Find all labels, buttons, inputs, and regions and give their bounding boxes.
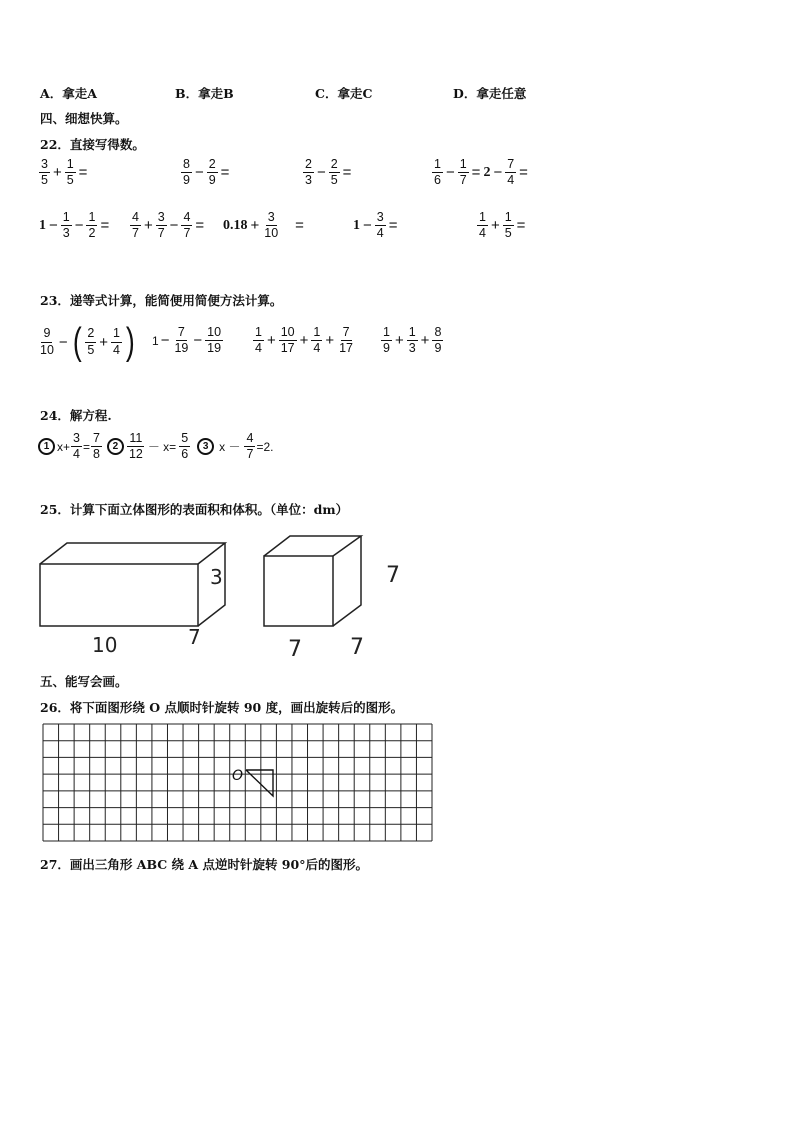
fraction [505,158,516,187]
fraction [503,211,514,240]
q25-title: 25．计算下面立体图形的表面积和体积。（单位：dm） [40,502,349,517]
cube-edge-label-bottom-left: 7 [288,637,302,662]
q22-expr-6 [129,211,206,240]
fraction [311,326,322,355]
denominator: 7 [157,226,165,241]
numerator: 5 [179,432,190,447]
numerator: 7 [341,326,352,341]
numerator: 4 [181,211,192,226]
operator: − [445,164,455,182]
fraction [244,432,255,461]
cuboid-width-label: 7 [188,625,201,649]
option-b: B．拿走B [175,86,234,101]
fraction [205,326,223,355]
cube-edge-label-right: 7 [386,563,400,588]
rotation-grid [40,722,436,846]
operator: − [363,217,372,235]
q23-title: 23．递等式计算，能简便用简便方法计算。 [40,293,283,308]
denominator: 9 [183,173,190,188]
denominator: 10 [264,226,279,241]
equals-sign: = [342,164,352,182]
denominator: 5 [330,173,338,188]
fraction [130,211,141,240]
operator: + [420,332,430,350]
denominator: 3 [408,341,416,356]
denominator: 19 [207,341,222,356]
number: 1 [39,217,46,233]
option-c: C．拿走C [315,86,373,101]
equation-text: x+ [57,439,71,454]
numerator: 3 [266,211,277,226]
operator: + [490,217,500,235]
fraction [86,211,97,240]
operator: − [169,217,179,235]
fraction [477,211,488,240]
fraction [375,211,386,240]
cube-edge-label-bottom-right: 7 [350,635,364,660]
numerator: 11 [127,432,144,447]
numerator: 1 [477,211,488,226]
fraction [85,327,96,356]
denominator: 19 [174,341,189,356]
q22-expr-4 [431,158,530,187]
numerator: 1 [311,326,322,341]
numerator: 10 [279,326,297,341]
numerator: 1 [503,211,514,226]
left-paren: ( [72,321,82,363]
operator: + [325,332,335,350]
fraction [329,158,340,187]
fraction [458,158,469,187]
equals-sign: = [100,217,110,235]
denominator: 10 [40,342,54,357]
numerator: 8 [432,326,443,341]
numerator: 7 [91,432,102,447]
equals-sign: = [516,217,526,235]
numerator: 1 [86,211,97,226]
number: 2 [483,164,491,180]
numerator: 3 [71,432,82,447]
q22-expr-9 [476,211,527,240]
denominator: 6 [181,447,189,462]
denominator: 9 [383,341,390,356]
fraction [432,158,443,187]
numerator: 10 [205,326,223,341]
option-a: A．拿走A [40,86,97,101]
equals-sign: = [471,164,481,182]
denominator: 4 [479,226,486,241]
option-d: D．拿走任意 [453,86,527,101]
denominator: 17 [280,341,295,356]
q22-title: 22．直接写得数。 [40,137,145,152]
denominator: 7 [246,447,254,462]
denominator: 9 [434,341,442,356]
fraction [38,327,56,356]
denominator: 3 [62,226,70,241]
circled-number: 3 [197,438,214,455]
q26-title: 26．将下面图形绕 O 点顺时针旋转 90 度，画出旋转后的图形。 [40,700,404,715]
fraction [337,326,355,355]
fraction [91,432,102,461]
cuboid-height-label: 3 [210,565,223,589]
denominator: 5 [87,342,95,357]
section-5-title: 五、能写会画。 [40,674,128,689]
q22-expr-8 [352,211,399,240]
operator: + [266,332,276,350]
numerator: 1 [432,158,443,173]
equation-text: x － [219,440,241,455]
numerator: 1 [111,327,122,342]
numerator: 1 [407,326,418,341]
q24-equations [38,432,273,461]
equals-sign: = [78,164,88,182]
operator: − [316,164,326,182]
operator: + [99,333,109,351]
fraction [407,326,418,355]
fraction [156,211,167,240]
denominator: 5 [66,173,74,188]
solid-figures [30,530,430,665]
cube-figure [264,536,361,626]
cuboid-top-face [40,543,225,564]
numerator: 2 [329,158,340,173]
denominator: 9 [208,173,216,188]
numerator: 3 [375,211,386,226]
fraction [111,327,122,356]
cube-top-face [264,536,361,556]
fraction [381,326,392,355]
q23-expr-2 [152,326,224,355]
operator: − [193,332,203,350]
fraction [65,158,76,187]
q23-expr-4 [380,326,444,355]
cuboid-length-label: 10 [92,633,118,657]
fraction [39,158,50,187]
denominator: 3 [305,173,312,188]
fraction [303,158,314,187]
operator: + [299,332,309,350]
number: 1 [353,217,360,233]
circled-number: 2 [107,438,124,455]
operator: − [49,217,58,235]
numerator: 1 [458,158,469,173]
fraction [181,158,192,187]
numerator: 2 [85,327,96,342]
equation-text: = [82,439,90,454]
equals-sign: = [519,164,528,182]
number: 1 [152,333,159,348]
denominator: 4 [73,447,80,462]
fraction [61,211,72,240]
operator: − [160,332,170,350]
denominator: 5 [41,173,48,188]
q22-expr-7 [222,211,306,240]
denominator: 2 [88,226,96,241]
denominator: 4 [313,341,321,356]
denominator: 7 [459,173,467,188]
numerator: 3 [39,158,50,173]
q22-expr-3 [302,158,353,187]
cuboid-figure [40,543,225,626]
q23-expr-3 [252,326,356,355]
denominator: 6 [434,173,441,188]
numerator: 4 [130,211,141,226]
section-4-title: 四、细想快算。 [40,111,128,126]
numerator: 1 [61,211,72,226]
numerator: 9 [41,327,52,342]
denominator: 12 [128,447,143,462]
fraction [71,432,82,461]
denominator: 4 [255,341,262,356]
right-paren: ) [125,321,135,363]
denominator: 7 [183,226,191,241]
equation-text: － x= [147,440,177,455]
numerator: 1 [381,326,392,341]
numerator: 7 [176,326,187,341]
fraction [253,326,264,355]
denominator: 17 [339,341,354,356]
operator: − [493,164,503,182]
equals-sign: = [388,217,398,235]
denominator: 4 [113,342,120,357]
equals-sign: = [195,217,205,235]
q22-expr-1 [38,158,89,187]
equals-sign: = [220,164,230,182]
denominator: 5 [504,226,512,241]
denominator: 4 [376,226,384,241]
numerator: 4 [244,432,255,447]
q24-title: 24．解方程. [40,408,112,423]
q23-expr-1 [37,323,138,361]
numerator: 1 [253,326,264,341]
fraction [172,326,190,355]
cube-front-face [264,556,333,626]
circled-number: 1 [38,438,55,455]
fraction [127,432,145,461]
operator: − [58,333,68,351]
cuboid-front-face [40,564,198,626]
operator: − [74,217,84,235]
numerator: 2 [303,158,314,173]
numerator: 1 [65,158,76,173]
equals-sign: = [295,217,304,235]
denominator: 7 [132,226,139,241]
cube-side-face [333,536,361,626]
numerator: 8 [181,158,192,173]
operator: + [143,217,153,235]
fraction [179,432,190,461]
fraction [432,326,443,355]
fraction [207,158,218,187]
q22-expr-2 [180,158,231,187]
q27-title: 27．画出三角形 ABC 绕 A 点逆时针旋转 90°后的图形。 [40,857,368,872]
denominator: 4 [507,173,515,188]
fraction [181,211,192,240]
operator: − [194,164,204,182]
equation-text: =2. [256,439,274,454]
fraction [262,211,280,240]
numerator: 2 [207,158,218,173]
fraction [279,326,297,355]
point-o-label: O [232,768,244,784]
operator: + [52,164,62,182]
number: 0.18 [223,217,248,233]
q22-expr-5 [38,211,111,240]
numerator: 7 [505,158,516,173]
numerator: 3 [156,211,167,226]
denominator: 8 [92,447,100,462]
operator: + [394,332,404,350]
operator: + [250,217,260,235]
